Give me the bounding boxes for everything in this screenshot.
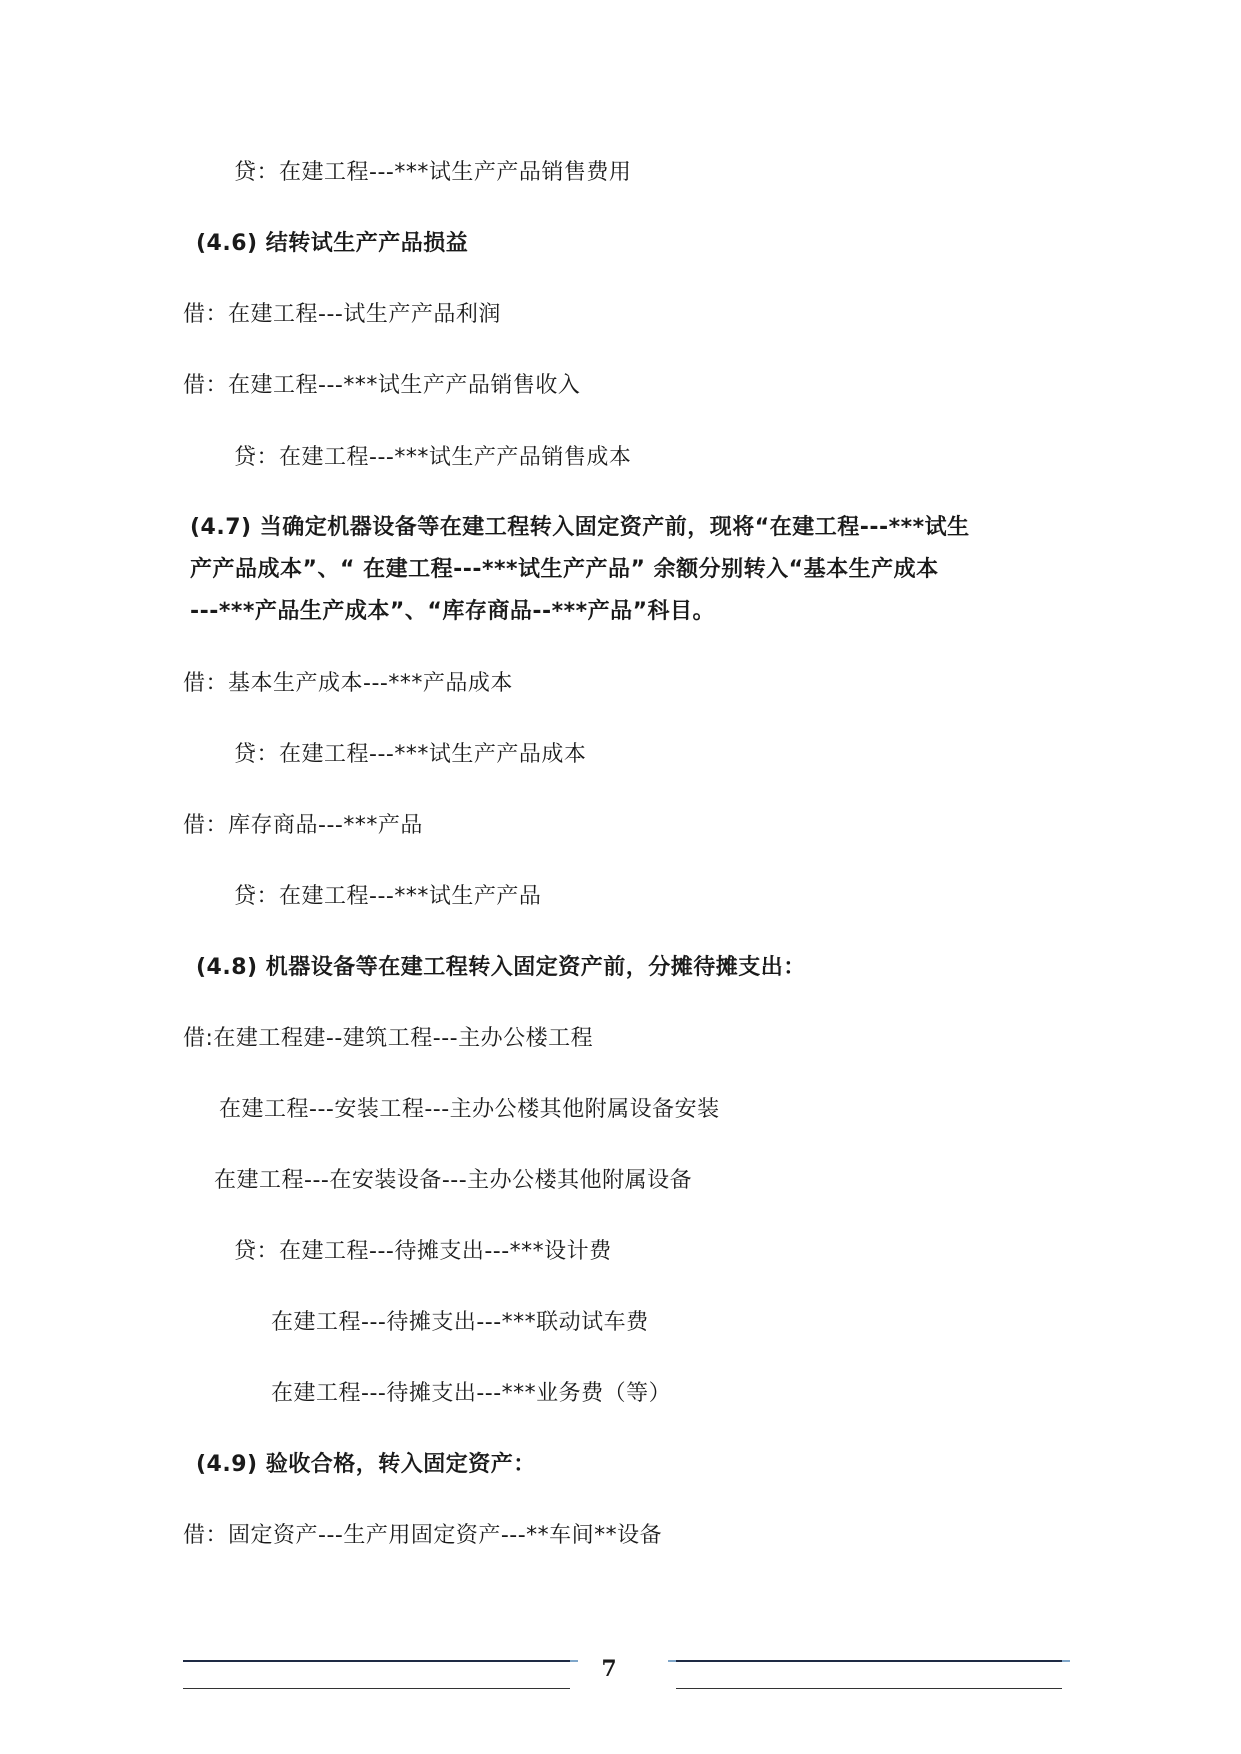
credit-line-sales-expense: 贷：在建工程---***试生产产品销售费用 <box>234 160 632 185</box>
footer-rule-left-accent <box>570 1660 578 1662</box>
debit-line-inventory-goods: 借：库存商品---***产品 <box>183 813 423 838</box>
credit-line-business-fee: 在建工程---待摊支出---***业务费（等） <box>271 1381 672 1406</box>
credit-line-sales-cost: 贷：在建工程---***试生产产品销售成本 <box>234 445 632 470</box>
credit-line-design-fee: 贷：在建工程---待摊支出---***设计费 <box>234 1239 612 1264</box>
section-heading-4-6: (4.6) 结转试生产产品损益 <box>196 231 469 256</box>
debit-line-sales-revenue: 借：在建工程---***试生产产品销售收入 <box>183 373 581 398</box>
heading-4-7-line-2: 产产品成本”、“ 在建工程---***试生产产品” 余额分别转入“基本生产成本 <box>190 557 939 582</box>
heading-4-7-line-3: ---***产品生产成本”、“库存商品--***产品”科目。 <box>190 599 716 624</box>
debit-line-fixed-assets: 借：固定资产---生产用固定资产---**车间**设备 <box>183 1523 663 1548</box>
debit-line-construction: 借:在建工程建--建筑工程---主办公楼工程 <box>183 1026 594 1051</box>
credit-line-trial-product: 贷：在建工程---***试生产产品 <box>234 884 542 909</box>
debit-line-equipment: 在建工程---在安装设备---主办公楼其他附属设备 <box>214 1168 693 1193</box>
section-heading-4-8: (4.8) 机器设备等在建工程转入固定资产前，分摊待摊支出： <box>196 955 806 980</box>
heading-4-7-line-1: (4.7) 当确定机器设备等在建工程转入固定资产前，现将“在建工程---***试生 <box>190 515 970 540</box>
debit-line-installation: 在建工程---安装工程---主办公楼其他附属设备安装 <box>219 1097 720 1122</box>
footer-rule-right-end-accent <box>1062 1660 1070 1662</box>
footer-rule-right-bottom <box>676 1688 1062 1689</box>
credit-line-trial-run-fee: 在建工程---待摊支出---***联动试车费 <box>271 1310 649 1335</box>
footer-rule-left-bottom <box>183 1688 570 1689</box>
footer-rule-right-accent <box>668 1660 676 1662</box>
section-heading-4-7 <box>190 507 1070 633</box>
footer-rule-right-top <box>676 1660 1062 1662</box>
section-heading-4-9: (4.9) 验收合格，转入固定资产： <box>196 1452 536 1477</box>
debit-line-profit: 借：在建工程---试生产产品利润 <box>183 302 501 327</box>
footer-rule-left-top <box>183 1660 570 1662</box>
debit-line-basic-production-cost: 借：基本生产成本---***产品成本 <box>183 671 513 696</box>
credit-line-trial-product-cost: 贷：在建工程---***试生产产品成本 <box>234 742 587 767</box>
page-number: 7 <box>601 1656 617 1682</box>
